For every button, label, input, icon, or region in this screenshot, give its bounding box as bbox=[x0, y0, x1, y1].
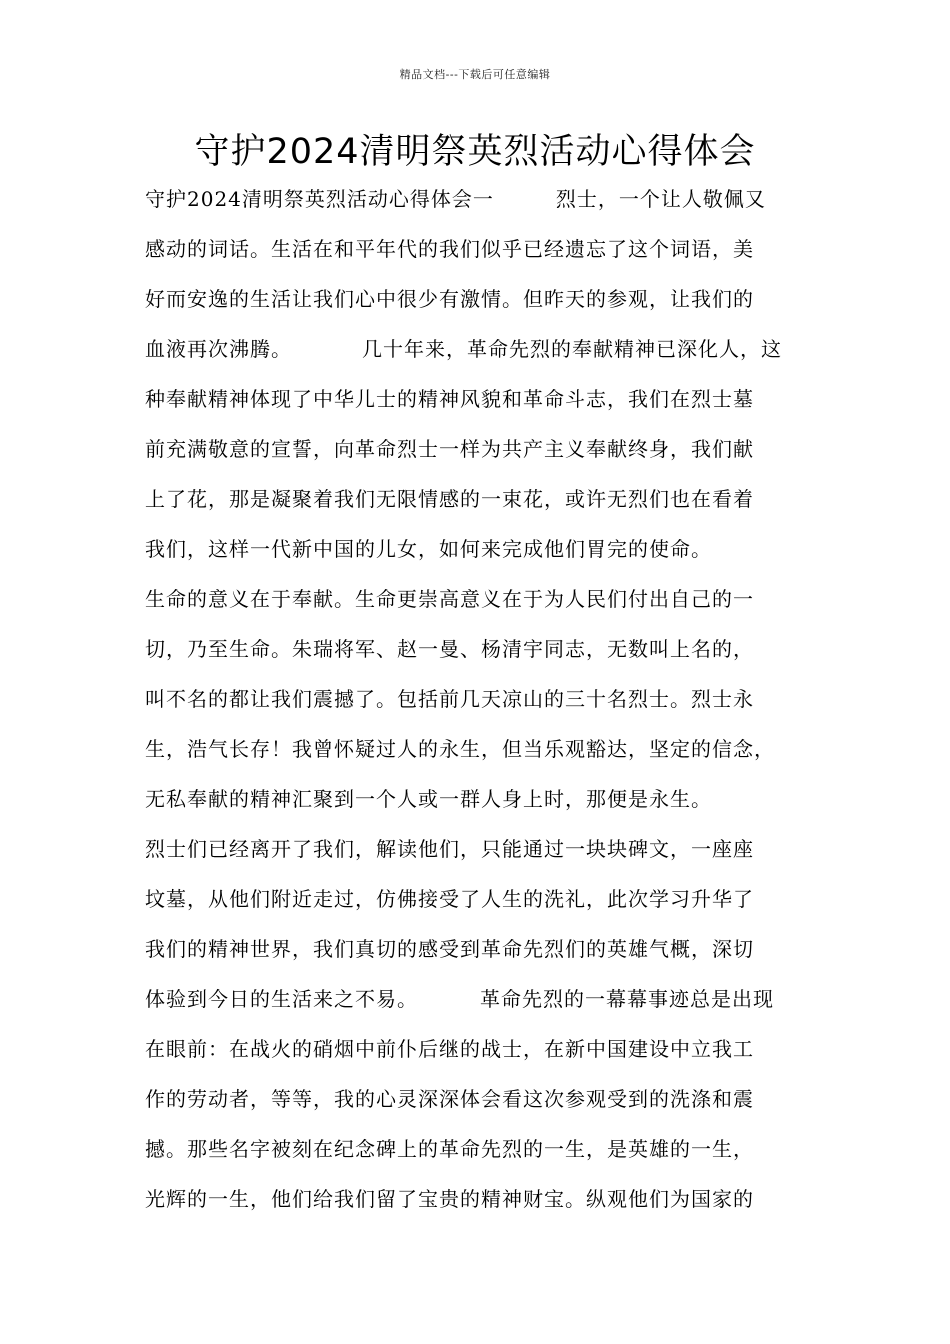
text-line bbox=[145, 178, 825, 228]
text-line: 作的劳动者，等等，我的心灵深深体会看这次参观受到的洗涤和震 bbox=[145, 1087, 754, 1111]
text-line: 感动的词话。生活在和平年代的我们似乎已经遗忘了这个词语，美 bbox=[145, 237, 754, 261]
text-line: 生，浩气长存！我曾怀疑过人的永生，但当乐观豁达，坚定的信念， bbox=[145, 737, 775, 761]
text-line: 叫不名的都让我们震撼了。包括前几天凉山的三十名烈士。烈士永 bbox=[145, 687, 754, 711]
text-segment: 革命先烈的一幕幕事迹总是出现 bbox=[480, 987, 774, 1011]
text-line: 好而安逸的生活让我们心中很少有激情。但昨天的参观，让我们的 bbox=[145, 287, 754, 311]
text-line bbox=[145, 978, 825, 1028]
text-segment: 体验到今日的生活来之不易。 bbox=[145, 987, 418, 1011]
text-line: 坟墓，从他们附近走过，仿佛接受了人生的洗礼，此次学习升华了 bbox=[145, 887, 754, 911]
text-segment: 几十年来，革命先烈的奉献精神已深化人，这 bbox=[362, 337, 782, 361]
text-line: 切，乃至生命。朱瑞将军、赵一曼、杨清宇同志，无数叫上名的， bbox=[145, 637, 754, 661]
text-line: 光辉的一生，他们给我们留了宝贵的精神财宝。纵观他们为国家的 bbox=[145, 1187, 754, 1211]
text-line: 撼。那些名字被刻在纪念碑上的革命先烈的一生，是英雄的一生， bbox=[145, 1137, 754, 1161]
text-segment: 守护2024清明祭英烈活动心得体会一 bbox=[145, 187, 494, 211]
text-line: 烈士们已经离开了我们，解读他们，只能通过一块块碑文，一座座 bbox=[145, 837, 754, 861]
page-title: 守护2024清明祭英烈活动心得体会 bbox=[194, 132, 756, 172]
text-line: 我们的精神世界，我们真切的感受到革命先烈们的英雄气概，深切 bbox=[145, 937, 754, 961]
text-segment: 血液再次沸腾。 bbox=[145, 337, 292, 361]
header-note: 精品文档---下载后可任意编辑 bbox=[399, 68, 551, 81]
text-line: 种奉献精神体现了中华儿士的精神风貌和革命斗志，我们在烈士墓 bbox=[145, 387, 754, 411]
text-line: 前充满敬意的宣誓，向革命烈士一样为共产主义奉献终身，我们献 bbox=[145, 437, 754, 461]
text-line: 无私奉献的精神汇聚到一个人或一群人身上时，那便是永生。 bbox=[145, 787, 712, 811]
text-segment: 烈士，一个让人敬佩又 bbox=[555, 187, 766, 211]
text-line bbox=[145, 328, 825, 378]
body-text bbox=[145, 178, 825, 1228]
text-line: 我们，这样一代新中国的儿女，如何来完成他们胃完的使命。 bbox=[145, 537, 712, 561]
text-line: 上了花，那是凝聚着我们无限情感的一束花，或许无烈们也在看着 bbox=[145, 487, 754, 511]
text-line: 生命的意义在于奉献。生命更崇高意义在于为人民们付出自己的一 bbox=[145, 587, 754, 611]
text-line: 在眼前：在战火的硝烟中前仆后继的战士，在新中国建设中立我工 bbox=[145, 1037, 754, 1061]
